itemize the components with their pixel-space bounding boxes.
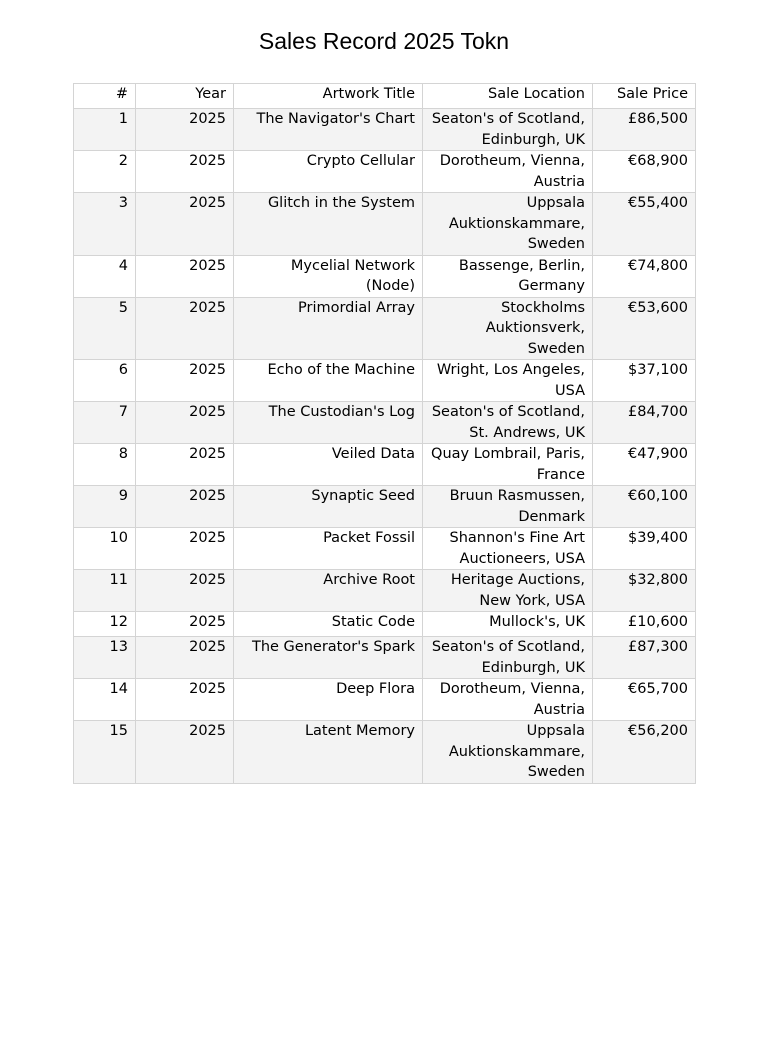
cell-year: 2025 <box>136 444 234 486</box>
cell-number: 5 <box>74 297 136 360</box>
table-row <box>74 637 696 679</box>
cell-year: 2025 <box>136 528 234 570</box>
cell-year: 2025 <box>136 297 234 360</box>
cell-sale-price: $39,400 <box>593 528 696 570</box>
cell-sale-location: Quay Lombrail, Paris, France <box>423 444 593 486</box>
cell-number: 11 <box>74 570 136 612</box>
cell-number: 6 <box>74 360 136 402</box>
column-header-sale-location: Sale Location <box>423 84 593 109</box>
cell-artwork-title: Crypto Cellular <box>234 151 423 193</box>
cell-number: 10 <box>74 528 136 570</box>
cell-sale-location: Shannon's Fine Art Auctioneers, USA <box>423 528 593 570</box>
cell-year: 2025 <box>136 360 234 402</box>
table-row <box>74 612 696 637</box>
cell-sale-location: Seaton's of Scotland, St. Andrews, UK <box>423 402 593 444</box>
cell-artwork-title: Static Code <box>234 612 423 637</box>
cell-sale-location: Uppsala Auktionskammare, Sweden <box>423 193 593 256</box>
cell-artwork-title: Deep Flora <box>234 679 423 721</box>
table-row <box>74 721 696 784</box>
cell-artwork-title: The Custodian's Log <box>234 402 423 444</box>
cell-sale-location: Bruun Rasmussen, Denmark <box>423 486 593 528</box>
cell-sale-location: Mullock's, UK <box>423 612 593 637</box>
cell-number: 3 <box>74 193 136 256</box>
cell-sale-price: €68,900 <box>593 151 696 193</box>
cell-year: 2025 <box>136 402 234 444</box>
cell-sale-price: €60,100 <box>593 486 696 528</box>
table-row <box>74 109 696 151</box>
cell-artwork-title: Mycelial Network (Node) <box>234 255 423 297</box>
cell-year: 2025 <box>136 255 234 297</box>
cell-sale-price: £87,300 <box>593 637 696 679</box>
cell-sale-price: €74,800 <box>593 255 696 297</box>
cell-sale-price: €47,900 <box>593 444 696 486</box>
cell-year: 2025 <box>136 637 234 679</box>
cell-number: 9 <box>74 486 136 528</box>
cell-number: 14 <box>74 679 136 721</box>
cell-sale-price: €55,400 <box>593 193 696 256</box>
cell-number: 4 <box>74 255 136 297</box>
cell-artwork-title: The Navigator's Chart <box>234 109 423 151</box>
table-row <box>74 255 696 297</box>
cell-artwork-title: Echo of the Machine <box>234 360 423 402</box>
cell-number: 8 <box>74 444 136 486</box>
cell-number: 12 <box>74 612 136 637</box>
cell-artwork-title: The Generator's Spark <box>234 637 423 679</box>
cell-artwork-title: Packet Fossil <box>234 528 423 570</box>
cell-number: 13 <box>74 637 136 679</box>
cell-number: 1 <box>74 109 136 151</box>
cell-sale-location: Seaton's of Scotland, Edinburgh, UK <box>423 637 593 679</box>
cell-artwork-title: Primordial Array <box>234 297 423 360</box>
cell-artwork-title: Glitch in the System <box>234 193 423 256</box>
cell-artwork-title: Archive Root <box>234 570 423 612</box>
cell-year: 2025 <box>136 486 234 528</box>
cell-year: 2025 <box>136 151 234 193</box>
table-row <box>74 486 696 528</box>
cell-artwork-title: Synaptic Seed <box>234 486 423 528</box>
table-row <box>74 402 696 444</box>
column-header-number: # <box>74 84 136 109</box>
cell-year: 2025 <box>136 612 234 637</box>
cell-year: 2025 <box>136 193 234 256</box>
table-row <box>74 679 696 721</box>
column-header-sale-price: Sale Price <box>593 84 696 109</box>
cell-sale-location: Stockholms Auktionsverk, Sweden <box>423 297 593 360</box>
cell-number: 2 <box>74 151 136 193</box>
cell-number: 15 <box>74 721 136 784</box>
table-row <box>74 151 696 193</box>
cell-sale-price: $32,800 <box>593 570 696 612</box>
cell-sale-location: Seaton's of Scotland, Edinburgh, UK <box>423 109 593 151</box>
cell-sale-price: £86,500 <box>593 109 696 151</box>
cell-artwork-title: Veiled Data <box>234 444 423 486</box>
cell-sale-price: $37,100 <box>593 360 696 402</box>
table-row <box>74 360 696 402</box>
table-row <box>74 193 696 256</box>
cell-year: 2025 <box>136 679 234 721</box>
table-row <box>74 444 696 486</box>
column-header-artwork-title: Artwork Title <box>234 84 423 109</box>
cell-sale-price: €53,600 <box>593 297 696 360</box>
cell-sale-location: Heritage Auctions, New York, USA <box>423 570 593 612</box>
cell-sale-location: Bassenge, Berlin, Germany <box>423 255 593 297</box>
table-row <box>74 528 696 570</box>
cell-sale-location: Uppsala Auktionskammare, Sweden <box>423 721 593 784</box>
page-title: Sales Record 2025 Tokn <box>258 28 510 54</box>
cell-sale-price: £84,700 <box>593 402 696 444</box>
cell-sale-price: £10,600 <box>593 612 696 637</box>
table-header-row <box>74 84 696 109</box>
table-row <box>74 570 696 612</box>
cell-number: 7 <box>74 402 136 444</box>
cell-year: 2025 <box>136 109 234 151</box>
cell-year: 2025 <box>136 570 234 612</box>
table-row <box>74 297 696 360</box>
sales-table <box>73 83 696 784</box>
cell-year: 2025 <box>136 721 234 784</box>
cell-sale-location: Wright, Los Angeles, USA <box>423 360 593 402</box>
cell-sale-location: Dorotheum, Vienna, Austria <box>423 151 593 193</box>
cell-sale-price: €56,200 <box>593 721 696 784</box>
cell-sale-price: €65,700 <box>593 679 696 721</box>
column-header-year: Year <box>136 84 234 109</box>
cell-sale-location: Dorotheum, Vienna, Austria <box>423 679 593 721</box>
cell-artwork-title: Latent Memory <box>234 721 423 784</box>
